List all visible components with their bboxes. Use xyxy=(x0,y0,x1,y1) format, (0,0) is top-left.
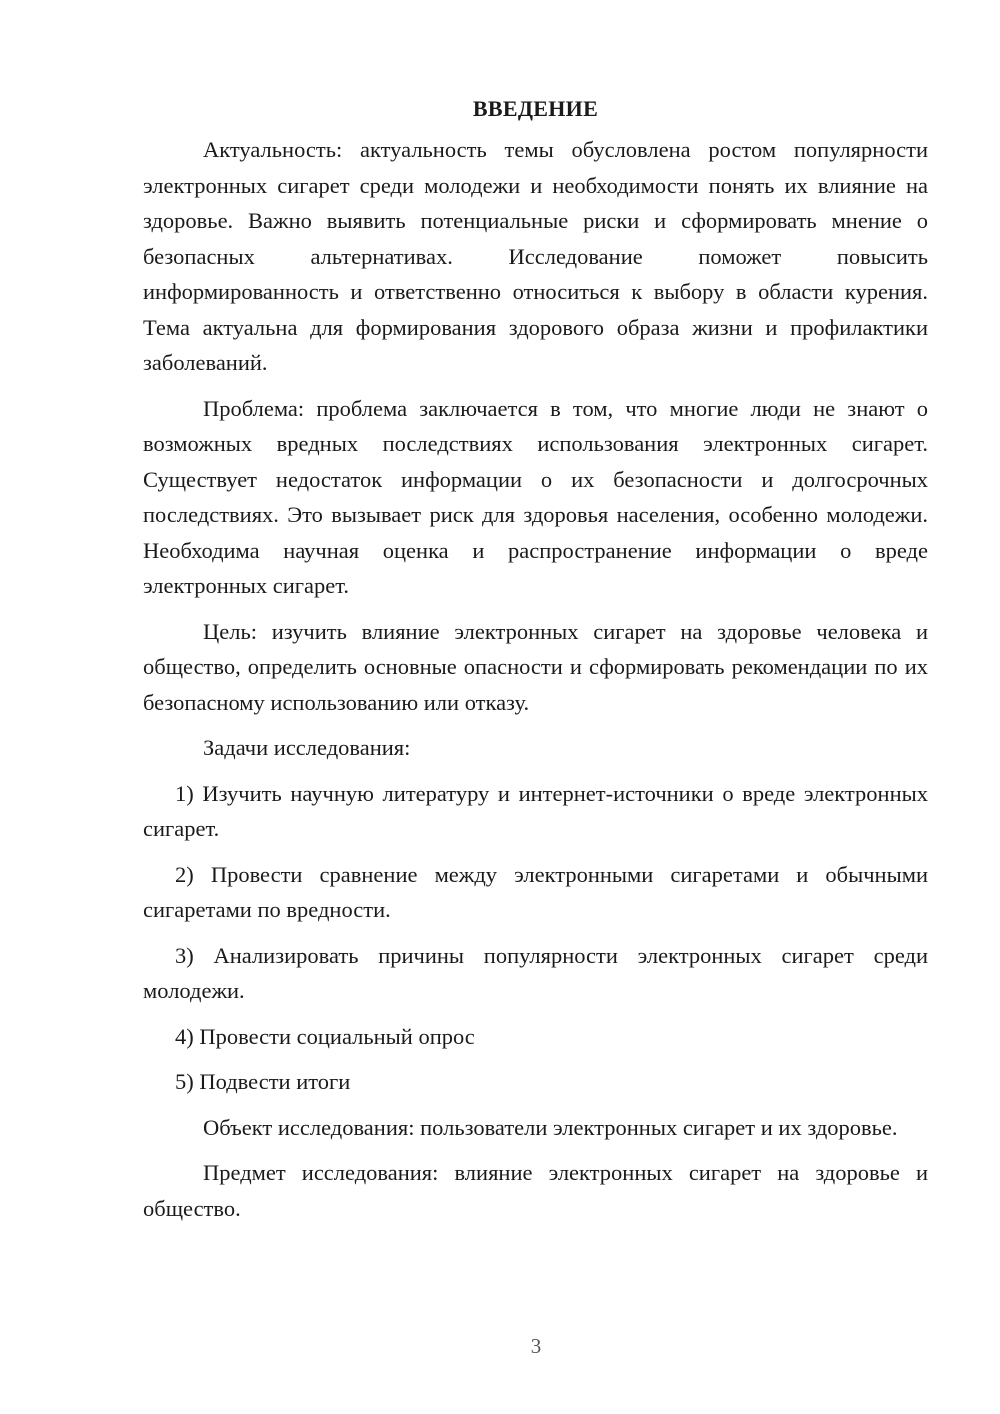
paragraph-problem: Проблема: проблема заключается в том, что многие люди не знают о возможных вредных последствиях использования электронных сигарет. Существует недостаток информации о их безопасности и долгосрочных последствиях. Это вызывает риск для здоровья населения, особенно молодежи. Необходима научная оценка и распространение информации о вреде электронных сигарет. xyxy=(143,395,928,598)
task-item-2: 2) Провести сравнение между электронными сигаретами и обычными сигаретами по вредности. xyxy=(143,861,928,922)
page-number: 3 xyxy=(530,1334,542,1358)
page-title: ВВЕДЕНИЕ xyxy=(472,96,599,121)
paragraph-relevance: Актуальность: актуальность темы обусловлена ростом популярности электронных сигарет среди молодежи и необходимости понять их влияние на здоровье. Важно выявить потенциальные риски и сформировать мнение о безопасных альтернативах. Исследование поможет повысить информированность и ответственно относиться к выбору в области курения. Тема актуальна для формирования здорового образа жизни и профилактики заболеваний. xyxy=(143,137,928,375)
paragraph-subject: Предмет исследования: влияние электронных сигарет на здоровье и общество. xyxy=(143,1160,928,1221)
task-item-3: 3) Анализировать причины популярности электронных сигарет среди молодежи. xyxy=(143,942,928,1003)
paragraph-object: Объект исследования: пользователи электронных сигарет и их здоровье. xyxy=(203,1114,898,1140)
page-content xyxy=(143,94,928,1236)
task-item-1: 1) Изучить научную литературу и интернет-источники о вреде электронных сигарет. xyxy=(143,780,928,841)
tasks-heading: Задачи исследования: xyxy=(203,735,411,760)
task-item-4: 4) Провести социальный опрос xyxy=(175,1023,475,1049)
task-item-5: 5) Подвести итоги xyxy=(175,1069,351,1094)
paragraph-goal: Цель: изучить влияние электронных сигарет на здоровье человека и общество, определить основные опасности и сформировать рекомендации по их безопасному использованию или отказу. xyxy=(143,618,928,715)
